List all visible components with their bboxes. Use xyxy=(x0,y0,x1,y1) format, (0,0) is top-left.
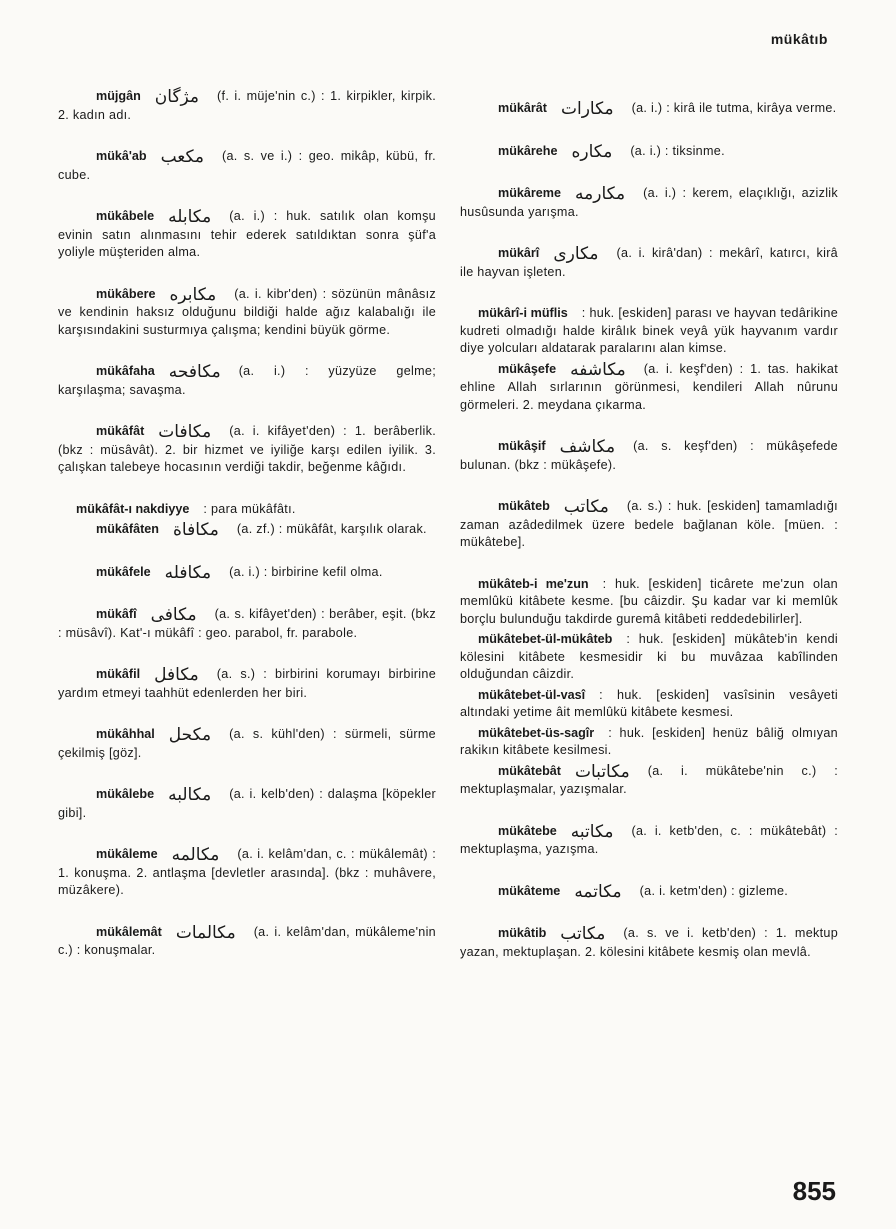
arabic-script: مكافله xyxy=(164,562,212,583)
arabic-script: مكحل xyxy=(168,725,212,745)
headword: mükâşefe xyxy=(498,361,557,376)
arabic-script: مكافى xyxy=(150,605,197,625)
arabic-script: مكاتبات xyxy=(575,761,630,782)
definition-text: (a. i. kibr'den) : sözünün mânâsız ve kendinin haksız olduğunu bildiği halde ağız kalabalığı ile karşısındakini susturmıya çalışma; kendini büyük görme. xyxy=(58,286,436,337)
guide-word: mükâtıb xyxy=(770,31,828,47)
dictionary-entry xyxy=(460,438,838,474)
page-number: 855 xyxy=(792,1176,836,1206)
dictionary-entry xyxy=(58,846,436,900)
definition-text: (a. i. keşf'den) : 1. tas. hakikat ehline Allah sırlarının görünmesi, kendileri Allah nûrunu görmeleri. 2. meydana çıkarma. xyxy=(460,361,838,412)
dictionary-entry xyxy=(460,823,838,859)
headword: mükâlebe xyxy=(96,787,155,801)
dictionary-entry xyxy=(460,143,838,162)
arabic-script: مكاره xyxy=(571,141,613,162)
definition-text: (a. i.) : huk. satılık olan komşu evinin satın alınmasını tehir ederek satıldıktan sonra şüf'a yoliyle müşteriden alma. xyxy=(58,209,436,259)
headword: mükâreme xyxy=(498,186,562,200)
dictionary-entry xyxy=(460,185,838,221)
dictionary-entry xyxy=(460,631,838,684)
definition-text: (a. s. ve i. ketb'den) : 1. mektup yazan, mektuplaşan. 2. kölesini kitâbete kesmiş olan mevlâ. xyxy=(460,926,838,959)
arabic-script: مكابره xyxy=(169,284,217,305)
headword: mükâbele xyxy=(96,209,155,223)
dictionary-entry xyxy=(460,576,838,629)
arabic-script: مكاشفه xyxy=(570,359,626,380)
definition-text: (a. s. keşf'den) : mükâşefede bulunan. (bkz : mükâşefe). xyxy=(460,439,838,472)
definition-text: (a. i.) : birbirine kefil olma. xyxy=(229,564,383,579)
headword: mükârî-i müflis xyxy=(478,306,568,320)
definition-text: (a. i.) : tiksinme. xyxy=(630,143,725,158)
dictionary-entry xyxy=(58,726,436,762)
definition-text: (a. s. kühl'den) : sürmeli, sürme çekilmiş [göz]. xyxy=(58,727,436,760)
headword: mükâtebet-ül-mükâteb xyxy=(478,632,613,646)
definition-text: (a. s.) : birbirini korumayı birbirine yardım etmeyi taahhüt edenlerden her biri. xyxy=(58,667,436,700)
dictionary-entry xyxy=(460,925,838,961)
dictionary-entry xyxy=(58,148,436,184)
definition-text: (a. s.) : huk. [eskiden] tamamladığı zaman azâdedilmek üzere bedele bağlanan köle. [müen. : mükâtebe]. xyxy=(460,499,838,549)
arabic-script: مژگان xyxy=(154,87,200,107)
headword: mükâleme xyxy=(96,847,158,861)
headword: mükârî xyxy=(498,246,540,260)
arabic-script: مكارى xyxy=(553,244,599,264)
headword: mükâbere xyxy=(96,286,156,301)
definition-text: (a. i. ketm'den) : gizleme. xyxy=(639,883,789,898)
dictionary-entry xyxy=(58,666,436,702)
definition-text: : huk. [eskiden] mükâteb'in kendi kölesini kitâbete kesmesidir ki bu muvâzaa kabîlinden olduğundan câizdir. xyxy=(460,632,838,681)
dictionary-entry xyxy=(460,361,838,415)
headword: mükâteb xyxy=(498,499,550,513)
dictionary-entry xyxy=(58,501,436,519)
definition-text: (a. i. kifâyet'den) : 1. berâberlik. (bkz : müsâvât). 2. bir hizmet ve iyiliğe karşı edilen iyilik. 3. çalışkan talebeye hocasının verdiği takdir, beğenme kâğıdı. xyxy=(58,424,436,474)
definition-text: : huk. [eskiden] vasîsinin vesâyeti altındaki yetime âit memlûkü kitâbete kesmesi. xyxy=(460,687,838,719)
arabic-script: مكارمه xyxy=(575,184,626,204)
definition-text: (a. s. kifâyet'den) : berâber, eşit. (bkz : müsâvî). Kat'-ı mükâfî : geo. parabol, fr. parabole. xyxy=(58,607,436,640)
headword: mükâlemât xyxy=(96,924,162,939)
dictionary-entry xyxy=(58,363,436,399)
dictionary-entry xyxy=(460,763,838,799)
dictionary-entry xyxy=(460,883,838,902)
definition-text: : huk. [eskiden] parası ve hayvan tedârikine kudreti olmadığı halde kirâlık binek veyâ yük hayvanım vardır diye yolcuları aldatarak paralarını alan kimse. xyxy=(460,306,839,355)
definition-text: : huk. [eskiden] ticârete me'zun olan memlûkü kitâbete kesme. [bu câizdir. Şu kadar var ki memlûk borçlu bulunduğu takdirde guremâ kitâbeti reddedebilirler]. xyxy=(460,576,838,626)
headword: mükâfele xyxy=(96,564,151,579)
dictionary-entry xyxy=(58,286,436,340)
definition-text: (a. i.) : kerem, elaçıklığı, azizlik husûsunda yarışma. xyxy=(460,186,838,219)
dictionary-entry xyxy=(58,208,436,262)
dictionary-entry xyxy=(460,687,838,722)
dictionary-entry xyxy=(58,606,436,642)
arabic-script: مكاشف xyxy=(559,437,616,457)
dictionary-entry xyxy=(58,521,436,540)
headword: mükârehe xyxy=(498,143,558,158)
dictionary-entry xyxy=(58,88,436,124)
headword: mükâteme xyxy=(498,883,561,898)
headword: mükâ'ab xyxy=(96,149,147,163)
headword: mükâhhal xyxy=(96,727,155,741)
right-column xyxy=(460,100,838,985)
headword: mükâfil xyxy=(96,667,141,681)
definition-text: (a. i.) : yüzyüze gelme; karşılaşma; savaşma. xyxy=(58,364,436,397)
definition-text: (a. i. kelâm'dan, mükâleme'nin c.) : konuşmalar. xyxy=(58,924,436,957)
dictionary-entry xyxy=(460,245,838,281)
dictionary-entry xyxy=(460,100,838,119)
arabic-script: مكابله xyxy=(168,207,212,227)
headword: mükâşif xyxy=(498,439,546,453)
arabic-script: مكالمه xyxy=(171,845,220,865)
definition-text: : para mükâfâtı. xyxy=(203,501,296,516)
headword: mükâteb-i me'zun xyxy=(478,576,589,591)
arabic-script: مكافحه xyxy=(168,362,221,382)
arabic-script: مكاتب xyxy=(563,497,609,517)
arabic-script: مكعب xyxy=(160,147,204,167)
headword: mükâtebe xyxy=(498,823,557,838)
dictionary-entry xyxy=(58,564,436,583)
left-column xyxy=(58,88,436,984)
definition-text: (a. i.) : kirâ ile tutma, kirâya verme. xyxy=(631,101,837,115)
headword: mükâtebet-üs-sagîr xyxy=(478,725,595,740)
dictionary-entry xyxy=(58,423,436,477)
headword: müjgân xyxy=(96,89,141,103)
dictionary-entry xyxy=(58,786,436,822)
arabic-script: مكالمات xyxy=(175,922,236,943)
dictionary-entry xyxy=(58,924,436,960)
headword: mükâtebet-ül-vasî xyxy=(478,687,586,702)
arabic-script: مكاتبه xyxy=(570,821,614,842)
definition-text: (a. zf.) : mükâfât, karşılık olarak. xyxy=(236,522,427,536)
headword: mükâfâten xyxy=(96,522,159,536)
definition-text: (a. s. ve i.) : geo. mikâp, kübü, fr. cube. xyxy=(58,149,436,182)
arabic-script: مكاتمه xyxy=(574,881,622,902)
dictionary-entry xyxy=(460,498,838,552)
definition-text: (a. i. kelâm'dan, c. : mükâlemât) : 1. konuşma. 2. antlaşma [devletler arasında]. (bkz : muhâvere, müzâkere). xyxy=(58,847,436,897)
arabic-script: مكافات xyxy=(158,422,212,442)
headword: mükâfât xyxy=(96,424,145,438)
headword: mükâfaha xyxy=(96,364,155,378)
dictionary-entry xyxy=(460,305,838,358)
definition-text: (f. i. müje'nin c.) : 1. kirpikler, kirpik. 2. kadın adı. xyxy=(58,89,436,122)
headword: mükâtib xyxy=(498,926,547,940)
headword: mükâfât-ı nakdiyye xyxy=(76,501,190,516)
headword: mükâtebât xyxy=(498,763,561,778)
dictionary-entry xyxy=(460,725,838,760)
headword: mükâfî xyxy=(96,607,137,621)
arabic-script: مكالبه xyxy=(168,785,212,805)
arabic-script: مكافاة xyxy=(173,520,219,540)
arabic-script: مكافل xyxy=(154,665,199,685)
definition-text: (a. i. kirâ'dan) : mekârî, katırcı, kirâ ile hayvan işleten. xyxy=(460,246,838,279)
definition-text: (a. i. ketb'den, c. : mükâtebât) : mektuplaşma, yazışma. xyxy=(460,823,838,856)
headword: mükârât xyxy=(498,101,547,115)
arabic-script: مكارات xyxy=(561,99,614,119)
definition-text: (a. i. kelb'den) : dalaşma [köpekler gibi]. xyxy=(58,787,436,820)
definition-text: (a. i. mükâtebe'nin c.) : mektuplaşmalar, yazışmalar. xyxy=(460,763,838,796)
definition-text: : huk. [eskiden] henüz bâliğ olmıyan rakikın kitâbete kesilmesi. xyxy=(460,725,838,757)
arabic-script: مكاتب xyxy=(560,924,606,944)
